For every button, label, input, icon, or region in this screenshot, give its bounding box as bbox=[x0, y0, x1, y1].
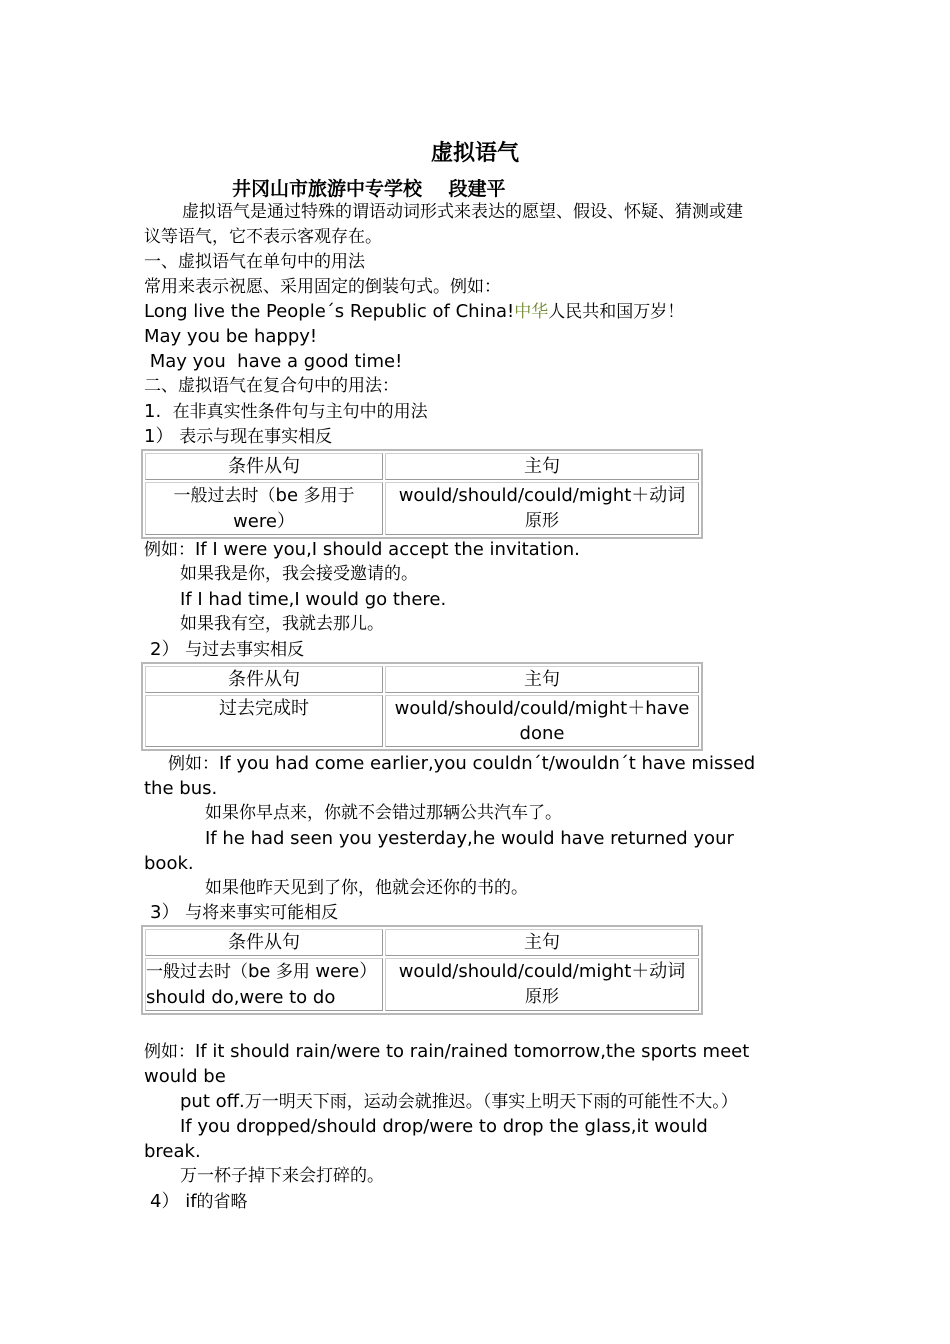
table-header-condition: 条件从句 bbox=[145, 929, 383, 956]
table-header-condition: 条件从句 bbox=[145, 453, 383, 480]
example-1-1 bbox=[144, 537, 580, 563]
example-label: 例如： bbox=[144, 540, 195, 560]
example-3-1-line-2: would be bbox=[144, 1066, 226, 1087]
cell-text: be bbox=[248, 961, 271, 982]
example-1-1-text: If I were you,I should accept the invitation. bbox=[195, 539, 580, 560]
example-2-2-translation: 如果他昨天见到了你，他就会还你的书的。 bbox=[205, 878, 528, 898]
sub-item-2-number: 2） bbox=[150, 639, 180, 660]
section-2-heading: 二、虚拟语气在复合句中的用法： bbox=[144, 376, 399, 396]
table-row bbox=[145, 695, 699, 747]
example-label: 例如： bbox=[168, 754, 219, 774]
sub-item-4-number: 4） bbox=[150, 1191, 180, 1212]
sub-item-1-text: 表示与现在事实相反 bbox=[179, 427, 333, 447]
cell-text: done bbox=[519, 723, 565, 744]
section-1-description: 常用来表示祝愿、采用固定的倒装句式。例如： bbox=[144, 277, 501, 297]
example-may-you-have: May you have a good time! bbox=[144, 351, 403, 372]
table-cell-condition bbox=[145, 482, 383, 535]
example-3-2-line-1: If you dropped/should drop/were to drop the glass,it would bbox=[180, 1116, 708, 1137]
cell-text: 原形 bbox=[525, 511, 559, 531]
table-cell-main bbox=[385, 958, 699, 1011]
document-title: 虚拟语气 bbox=[430, 140, 519, 166]
table-cell-main bbox=[385, 482, 699, 535]
sub-item-4 bbox=[150, 1189, 248, 1215]
example-2-1-line-2: the bus. bbox=[144, 778, 218, 799]
table-row bbox=[145, 958, 699, 1011]
example-long-live-en: Long live the People´s Republic of China! bbox=[144, 301, 515, 322]
intro-line-1: 虚拟语气是通过特殊的谓语动词形式来表达的愿望、假设、怀疑、猜测或建 bbox=[182, 202, 743, 222]
table-past-unreal bbox=[141, 662, 703, 751]
example-3-1-line-1 bbox=[144, 1039, 749, 1065]
sub-item-2 bbox=[150, 637, 304, 663]
table-row bbox=[145, 453, 699, 480]
example-3-2-translation: 万一杯子掉下来会打碎的。 bbox=[180, 1166, 384, 1186]
item-1 bbox=[144, 399, 428, 425]
example-2-2-line-2: book. bbox=[144, 853, 194, 874]
author-line: 井冈山市旅游中专学校 段建平 bbox=[232, 178, 506, 200]
table-row bbox=[145, 929, 699, 956]
cell-text: 多用 bbox=[270, 962, 316, 982]
sub-item-4-if: if bbox=[185, 1191, 197, 1212]
cell-text: should do,were to do bbox=[146, 987, 336, 1008]
table-future-unlikely bbox=[141, 925, 703, 1015]
cell-text: were） bbox=[315, 961, 378, 982]
cell-text: be bbox=[275, 485, 299, 506]
example-3-1-translation: 万一明天下雨，运动会就推迟。（事实上明天下雨的可能性不大。） bbox=[244, 1092, 738, 1112]
table-cell-main bbox=[385, 695, 699, 747]
sub-item-2-text: 与过去事实相反 bbox=[185, 640, 305, 660]
sub-item-1-number: 1） bbox=[144, 426, 174, 447]
example-label: 例如： bbox=[144, 1042, 195, 1062]
table-cell-condition: 过去完成时 bbox=[145, 695, 383, 747]
cell-text: 一般过去时（ bbox=[146, 962, 248, 982]
table-header-main: 主句 bbox=[385, 453, 699, 480]
section-1-heading: 一、虚拟语气在单句中的用法 bbox=[144, 252, 365, 272]
example-1-1-translation: 如果我是你，我会接受邀请的。 bbox=[180, 564, 418, 584]
cell-text: would/should/could/might＋动词 bbox=[398, 485, 686, 506]
example-2-1-translation: 如果你早点来，你就不会错过那辆公共汽车了。 bbox=[205, 803, 562, 823]
cell-text: would/should/could/might＋动词 bbox=[398, 961, 686, 982]
sub-item-3 bbox=[150, 900, 338, 926]
cell-text: would/should/could/might＋have bbox=[394, 698, 690, 719]
example-2-2-line-1: If he had seen you yesterday,he would have returned your bbox=[205, 828, 734, 849]
table-header-main: 主句 bbox=[385, 929, 699, 956]
sub-item-1 bbox=[144, 424, 332, 450]
sub-item-4-text: 的省略 bbox=[196, 1192, 248, 1212]
cell-text: 一般过去时（ bbox=[173, 486, 276, 506]
example-1-2-translation: 如果我有空，我就去那儿。 bbox=[180, 614, 384, 634]
example-3-1-tail: put off. bbox=[180, 1091, 245, 1112]
example-3-1-text: If it should rain/were to rain/rained tomorrow,the sports meet bbox=[195, 1041, 750, 1062]
cell-text: were） bbox=[233, 511, 295, 532]
example-3-1-line-3 bbox=[180, 1089, 738, 1115]
table-header-condition: 条件从句 bbox=[145, 666, 383, 693]
table-row bbox=[145, 666, 699, 693]
example-may-you-be-happy: May you be happy! bbox=[144, 326, 318, 347]
table-header-main: 主句 bbox=[385, 666, 699, 693]
example-2-1-text: If you had come earlier,you couldn´t/wouldn´t have missed bbox=[219, 753, 756, 774]
example-1-2: If I had time,I would go there. bbox=[180, 589, 447, 610]
table-present-unreal bbox=[141, 449, 703, 539]
example-long-live-cn: 人民共和国万岁！ bbox=[548, 302, 685, 322]
example-2-1-line-1 bbox=[168, 751, 755, 777]
item-1-number: 1. bbox=[144, 401, 162, 422]
cell-text: 多用于 bbox=[298, 486, 355, 506]
example-3-2-line-2: break. bbox=[144, 1141, 201, 1162]
sub-item-3-text: 与将来事实可能相反 bbox=[185, 903, 339, 923]
item-1-text: 在非真实性条件句与主句中的用法 bbox=[172, 402, 428, 422]
example-long-live-cn-highlight: 中华 bbox=[514, 302, 549, 322]
table-row bbox=[145, 482, 699, 535]
intro-line-2: 议等语气，它不表示客观存在。 bbox=[144, 227, 382, 247]
table-cell-condition bbox=[145, 958, 383, 1011]
sub-item-3-number: 3） bbox=[150, 902, 180, 923]
cell-text: 原形 bbox=[525, 987, 559, 1007]
example-long-live bbox=[144, 299, 684, 325]
